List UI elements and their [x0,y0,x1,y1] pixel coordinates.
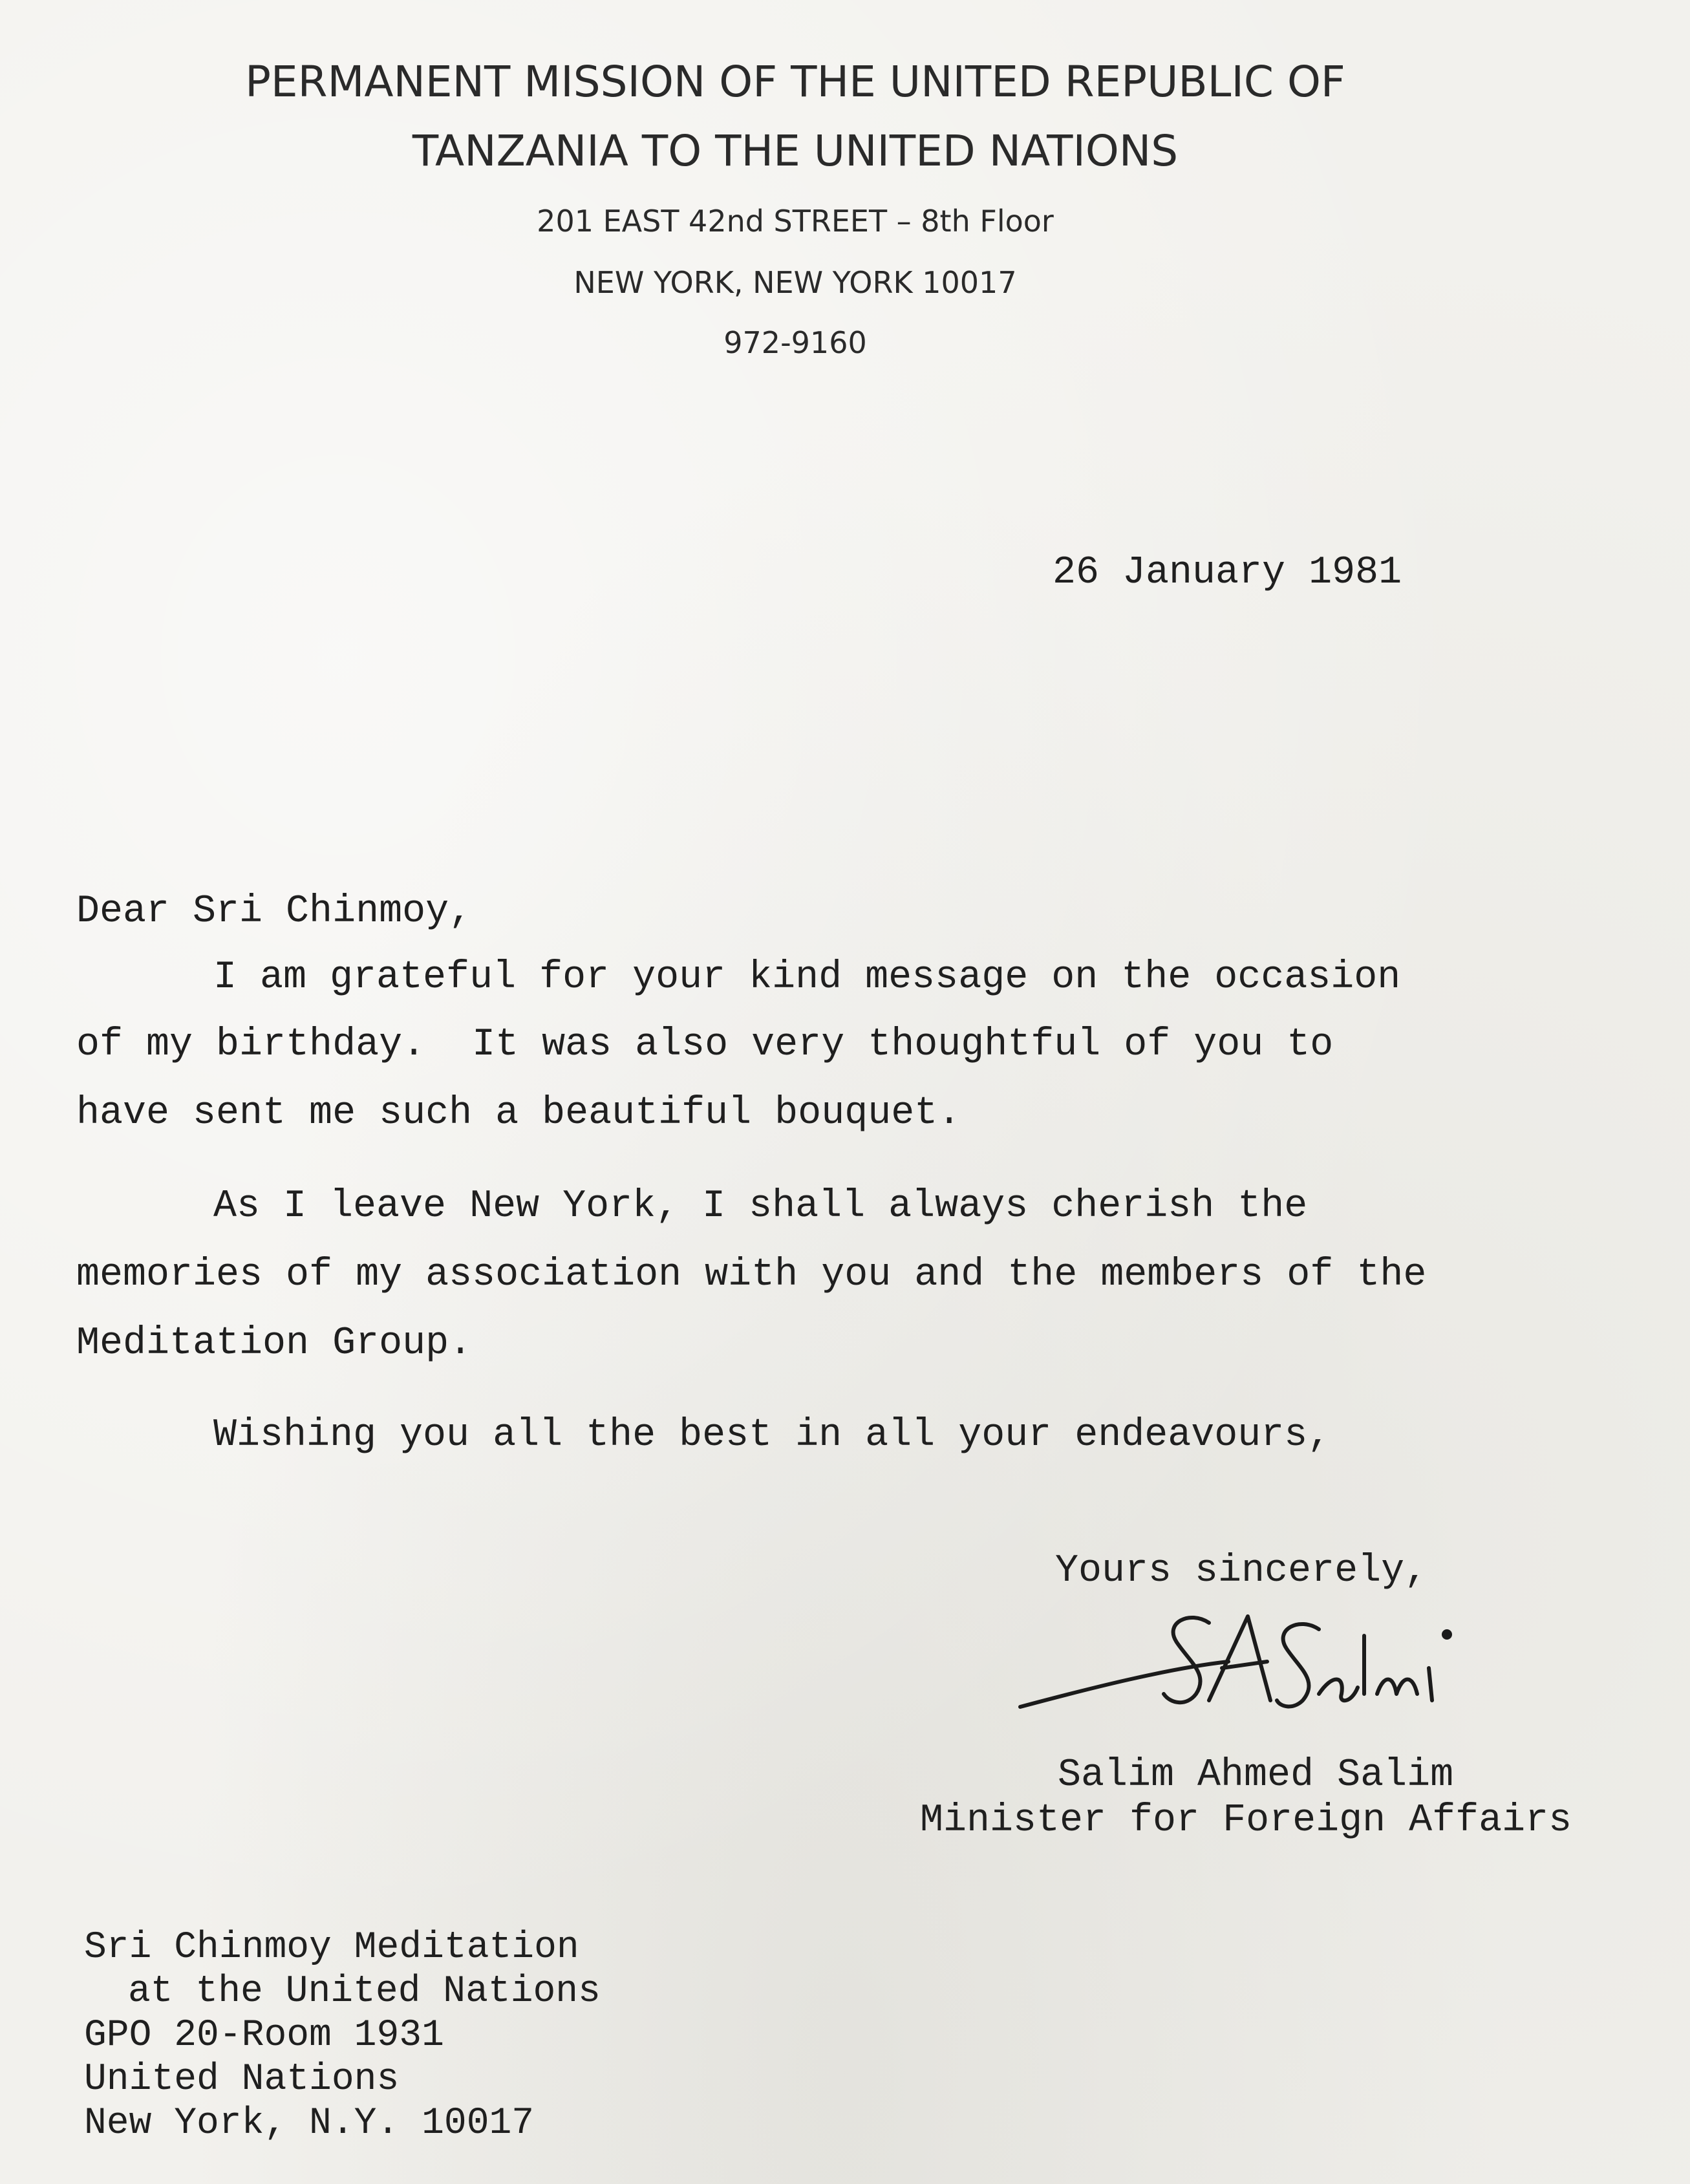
paragraph-2-line-3: Meditation Group. [76,1322,473,1365]
letterhead-street-address: 201 EAST 42nd STREET – 8th Floor [537,204,1054,239]
letterhead-title-line-2: TANZANIA TO THE UNITED NATIONS [412,126,1179,176]
letter-date: 26 January 1981 [1053,551,1402,595]
letterhead-phone: 972-9160 [723,325,867,360]
paragraph-1-line-2: of my birthday. It was also very thoughtful of you to [76,1023,1334,1067]
paragraph-1-line-3: have sent me such a beautiful bouquet. [76,1091,961,1135]
signature-dot [1444,1631,1450,1638]
paragraph-2-line-1: As I leave New York, I shall always cherish the [213,1184,1308,1228]
signer-title: Minister for Foreign Affairs [920,1799,1572,1843]
letterhead-city-address: NEW YORK, NEW YORK 10017 [573,265,1017,300]
complimentary-close: Yours sincerely, [1055,1549,1428,1593]
handwritten-signature [1015,1597,1481,1739]
recipient-address-line-5: New York, N.Y. 10017 [84,2103,535,2145]
signature-surname-stroke [1277,1624,1432,1707]
recipient-address-line-2: at the United Nations [128,1971,601,2013]
recipient-address-line-1: Sri Chinmoy Meditation [84,1927,579,1969]
paragraph-1-line-1: I am grateful for your kind message on the occasion [213,956,1401,1000]
paragraph-2-line-2: memories of my association with you and the members of the [76,1253,1427,1297]
letterhead-title-line-1: PERMANENT MISSION OF THE UNITED REPUBLIC OF [245,57,1345,107]
signer-name: Salim Ahmed Salim [1058,1753,1454,1797]
signature-initial-s-stroke [1164,1618,1209,1702]
recipient-address-line-4: United Nations [84,2059,400,2101]
salutation: Dear Sri Chinmoy, [76,890,473,934]
signature-initial-a-stroke [1209,1616,1270,1700]
recipient-address-line-3: GPO 20-Room 1931 [84,2015,444,2057]
paragraph-3-line-1: Wishing you all the best in all your endeavours, [213,1413,1331,1457]
